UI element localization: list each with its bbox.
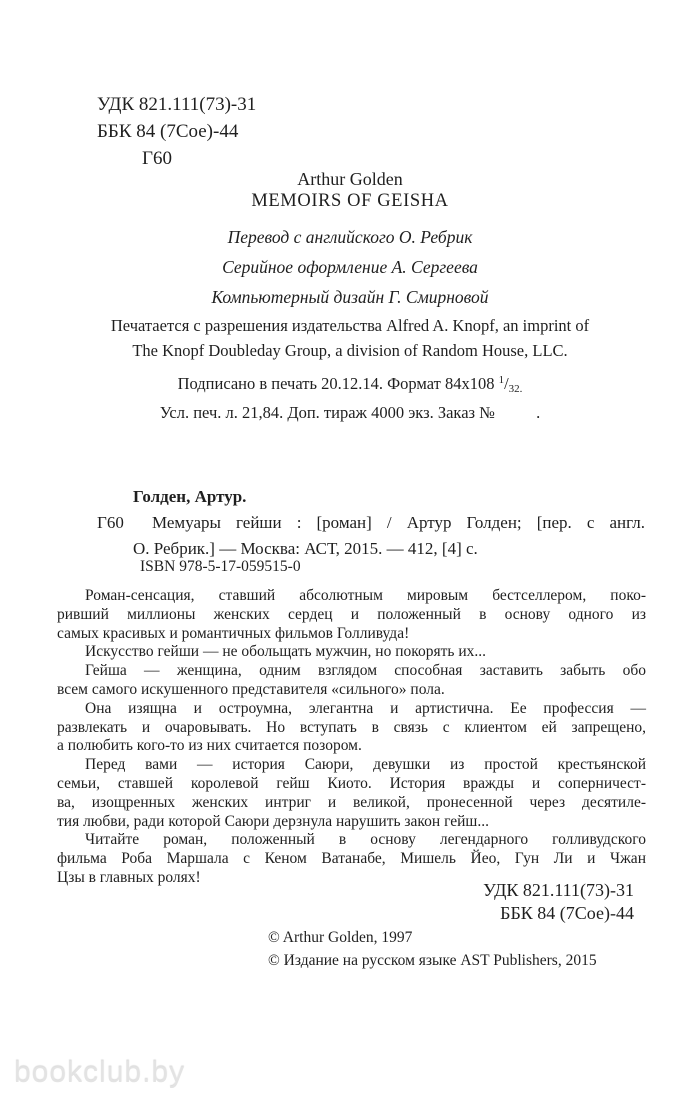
copyright-block xyxy=(268,926,597,972)
text-line: ривший миллионы женских сердец и положенный в основу одного из xyxy=(57,605,646,623)
title-block xyxy=(0,169,700,212)
copyright-author: © Arthur Golden, 1997 xyxy=(268,929,413,946)
bottom-classification-codes xyxy=(483,879,634,925)
annotation-text xyxy=(57,587,646,888)
text-line: Она изящна и остроумна, элегантна и артистична. Ее профессия — xyxy=(85,699,646,717)
credits-block xyxy=(0,227,700,317)
text-line: Читайте роман, положенный в основу легендарного голливудского xyxy=(85,831,646,849)
biblio-body xyxy=(133,484,645,562)
biblio-heading: Голден, Артур. xyxy=(133,487,247,506)
annotation-paragraph xyxy=(57,643,646,662)
udk-code: УДК 821.111(73)-31 xyxy=(97,94,257,115)
original-title: MEMOIRS OF GEISHA xyxy=(251,191,449,211)
original-author: Arthur Golden xyxy=(297,169,403,189)
bbk-code: ББК 84 (7Сое)-44 xyxy=(97,121,239,142)
text-line: О. Ребрик.] — Москва: АСТ, 2015. — 412, [4] с. xyxy=(133,539,478,558)
text-line: ва, изощренных женских интриг и великой, пронесенной через десятиле- xyxy=(57,793,646,811)
imprint-permission xyxy=(0,313,700,363)
bookclub-watermark: bookclub.by xyxy=(14,1056,186,1089)
annotation-paragraph xyxy=(57,756,646,831)
text-line: а полюбить кого-то из них считается позором. xyxy=(57,737,362,755)
series-design-credit: Серийное оформление А. Сергеева xyxy=(222,257,478,277)
top-classification-codes xyxy=(97,91,256,172)
imprint-line-1: Печатается с разрешения издательства Alfred A. Knopf, an imprint of xyxy=(110,316,590,335)
text-line: всем самого искушенного представителя «сильного» пола. xyxy=(57,680,445,698)
computer-design-credit: Компьютерный дизайн Г. Смирновой xyxy=(211,287,489,307)
text-line: Искусство гейши — не обольщать мужчин, но покорять их... xyxy=(85,643,487,661)
text-line: развлекать и очаровывать. Но вступать в связь с клиентом ей запрещено, xyxy=(57,718,646,736)
text-line: Гейша — женщина, одним взглядом способная заставить забыть обо xyxy=(85,662,646,680)
bibliographic-record xyxy=(97,484,645,562)
translation-credit: Перевод с английского О. Ребрик xyxy=(227,227,473,247)
text-line: Цзы в главных ролях! xyxy=(57,868,201,886)
biblio-author-code: Г60 xyxy=(97,513,124,532)
bbk-code-bottom: ББК 84 (7Сое)-44 xyxy=(500,903,634,923)
isbn-number: ISBN 978-5-17-059515-0 xyxy=(140,558,301,575)
author-sign-code: Г60 xyxy=(142,148,172,169)
text-line: Перед вами — история Саюри, девушки из простой крестьянской xyxy=(85,756,646,774)
copyright-publisher: © Издание на русском языке AST Publishers, 2015 xyxy=(268,952,597,969)
biblio-description xyxy=(133,510,645,562)
format-fraction-numerator: 1 xyxy=(498,374,505,386)
print-info-line-2: Усл. печ. л. 21,84. Доп. тираж 4000 экз. Заказ № . xyxy=(159,403,541,422)
text-line: фильма Роба Маршала с Кеном Ватанабе, Мишель Йео, Гун Ли и Чжан xyxy=(57,850,646,868)
print-info-line-1: Подписано в печать 20.12.14. Формат 84х108 $^1/_{32.}$ xyxy=(177,374,523,395)
imprint-line-2: The Knopf Doubleday Group, a division of Random House, LLC. xyxy=(132,341,568,360)
annotation-paragraph xyxy=(57,662,646,700)
format-fraction-denominator: 32 xyxy=(508,383,520,395)
annotation-paragraph xyxy=(57,587,646,643)
text-line: Роман-сенсация, ставший абсолютным мировым бестселлером, поко- xyxy=(85,587,646,604)
text-line: семьи, ставшей королевой гейш Киото. История вражды и соперничест- xyxy=(57,774,646,792)
text-line: самых красивых и романтичных фильмов Голливуда! xyxy=(57,624,410,642)
text-line: тия любви, ради которой Саюри дерзнула нарушить закон гейш... xyxy=(57,812,489,830)
annotation-paragraph xyxy=(57,700,646,756)
udk-code-bottom: УДК 821.111(73)-31 xyxy=(483,880,634,900)
print-run-info xyxy=(0,369,700,424)
text-line: Мемуары гейши : [роман] / Артур Голден; [пер. с англ. xyxy=(152,513,645,532)
